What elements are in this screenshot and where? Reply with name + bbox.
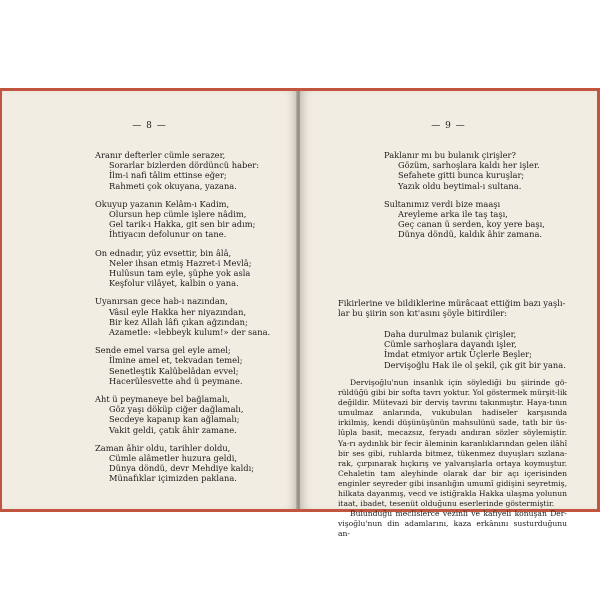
verse-line: Olursun hep cümle işlere nâdim, [109, 209, 247, 220]
verse-line: Paklanır mı bu bulanık çirişler? [384, 150, 516, 160]
intro-line: Fikirlerine ve bildiklerine mürâcaat ettiğim bazı yaşlı- [338, 298, 566, 308]
stanza [95, 150, 270, 191]
left-poem [95, 150, 270, 492]
verse-line: Cümle alâmetler huzura geldi, [109, 453, 238, 464]
verse-line: Neler ihsan etmiş Hazret-i Mevlâ; [109, 257, 252, 268]
prose-paragraph: Dervişoğlu'nun insanlık için söylediği bu şiirinde gö-rüldüğü gibi bir softa tavrı yoktur. Yol göstermek mürşit-lik değildir. Mütevazi bir derviş tavrını takınmıştır. Haya-tının umulmaz anlarında, vukubulan hadiseler karşısında irkilmiş, kendi düşünüşünün mahsulünü sade, tatlı bir üs-lûpla basit, mecazsız, feryadı andıran sözler söylemiştir. Ya-rı aydınlık bir fecir âleminin karanlıklarından gelen ilâhî bir ses gibi, ruhlarda bitmez, tükenmez duyuşları sızlana-rak, çırpınarak hıçkırış ve yalvarışlarla ortaya koymuştur. Cehaletin tam aleyhinde olarak dar bir açı içerisinden enginler seyreder gibi insanlığın umumî gidişini seyretmiş, hilkata dayanmış, vecd ve istiğrakla Hakka ulaşma yolunun itaat, ibadet, tesenüt olduğunu eserlerinde göstermiştir. [338, 378, 567, 509]
verse-line: Sefahete gitti bunca kuruşlar; [398, 170, 525, 181]
verse-line: Daha durulmaz bulanık çirişler, [384, 329, 517, 339]
verse-line: Hacerülesvette ahd ü peymane. [109, 375, 243, 386]
verse-line: İmdat etmiyor artık Üçlerle Beşler; [384, 349, 532, 360]
verse-line: İlmine amel et, tekvadan temel; [109, 355, 243, 366]
page-number-right: — 9 — [431, 121, 466, 131]
stanza [384, 199, 545, 240]
verse-line: Sorarlar bizlerden dördüncü haber: [109, 160, 260, 171]
verse-line: Gözüm, sarhoşlara kaldı her işler. [398, 160, 540, 171]
verse-line: Okuyup yazanın Kelâm-ı Kadim, [95, 198, 230, 209]
verse-line: On ednadır, yüz evsettir, bin âlâ, [95, 247, 232, 258]
verse-line: Bir kez Allah lâfı çıkan ağzından; [109, 316, 248, 327]
verse-line: Sultanımız verdi bize maaşı [384, 198, 501, 209]
prose-paragraph: Bulunduğu meclislerce vezinli ve kafiyeli konuşan Der-vişoğlu'nun din adamlarını, kaza erkânını susturduğunu an- [338, 509, 567, 539]
verse-line: Zaman âhir oldu, tarihler doldu, [95, 442, 231, 453]
verse-line: Geç canan ü serden, koy yere başı, [398, 219, 545, 230]
verse-line: Aht ü peymaneye bel bağlamalı, [95, 394, 230, 405]
verse-line: Keşfolur vilâyet, kalbin o yana. [109, 278, 239, 289]
intro-line: lar bu şiirin son kıt'asını şöyle bitirdiler: [338, 308, 508, 319]
stanza [95, 248, 270, 289]
stanza [95, 394, 270, 435]
right-poem [384, 150, 545, 248]
verse-line: İhtiyacın defolunur on tane. [109, 229, 227, 240]
verse-line: Göz yaşı döküp ciğer dağlamalı, [109, 404, 244, 415]
verse-line: Senetleştik Kalûbelâdan evvel; [109, 365, 239, 376]
verse-line: Cümle sarhoşlara dayandı işler, [384, 339, 517, 350]
page-number-left: — 8 — [132, 121, 167, 131]
verse-line: Azametle: «lebbeyk kulum!» der sana. [109, 327, 271, 338]
verse-line: Münafıklar içimizden paklana. [109, 473, 237, 484]
prose-body [338, 378, 567, 540]
stanza [95, 199, 270, 240]
verse-line: Vakit geldi, çatık âhir zamane. [109, 424, 237, 435]
verse-line: Rahmeti çok okuyana, yazana. [109, 180, 237, 191]
book-spread [0, 88, 600, 539]
alternate-stanza [384, 329, 566, 370]
verse-line: Uyanırsan gece hab-ı nazından, [95, 296, 228, 307]
intro-paragraph [338, 298, 565, 318]
stanza [95, 345, 270, 386]
stanza [384, 150, 545, 191]
verse-line: Dünya döndü, kaldık âhir zamana. [398, 229, 543, 240]
verse-line: Hulûsun tam eyle, şüphe yok asla [109, 268, 251, 279]
verse-line: İlm-i nafi tâlim ettinse eğer; [109, 170, 227, 181]
verse-line: Vâsıl eyle Hakka her niyazından, [109, 306, 247, 317]
stanza [95, 296, 270, 337]
right-page [300, 91, 597, 539]
left-page [2, 91, 297, 509]
verse-line: Aranır defterler cümle serazer, [95, 150, 226, 160]
verse-line: Yazık oldu beytimal-ı sultana. [398, 180, 522, 191]
verse-line: Areyleme arka ile taş taşı, [398, 209, 508, 220]
verse-line: Secdeye kapanıp kan ağlamalı; [109, 414, 240, 425]
verse-line: Dünya döndü, devr Mehdiye kaldı; [109, 463, 255, 474]
verse-line: Dervişoğlu Hak ile ol şekil, çık git bir yana. [384, 359, 566, 370]
verse-line: Sende emel varsa gel eyle amel; [95, 345, 231, 356]
stanza [95, 443, 270, 484]
verse-line: Gel tarik-ı Hakka, git sen bir adım; [109, 219, 256, 230]
